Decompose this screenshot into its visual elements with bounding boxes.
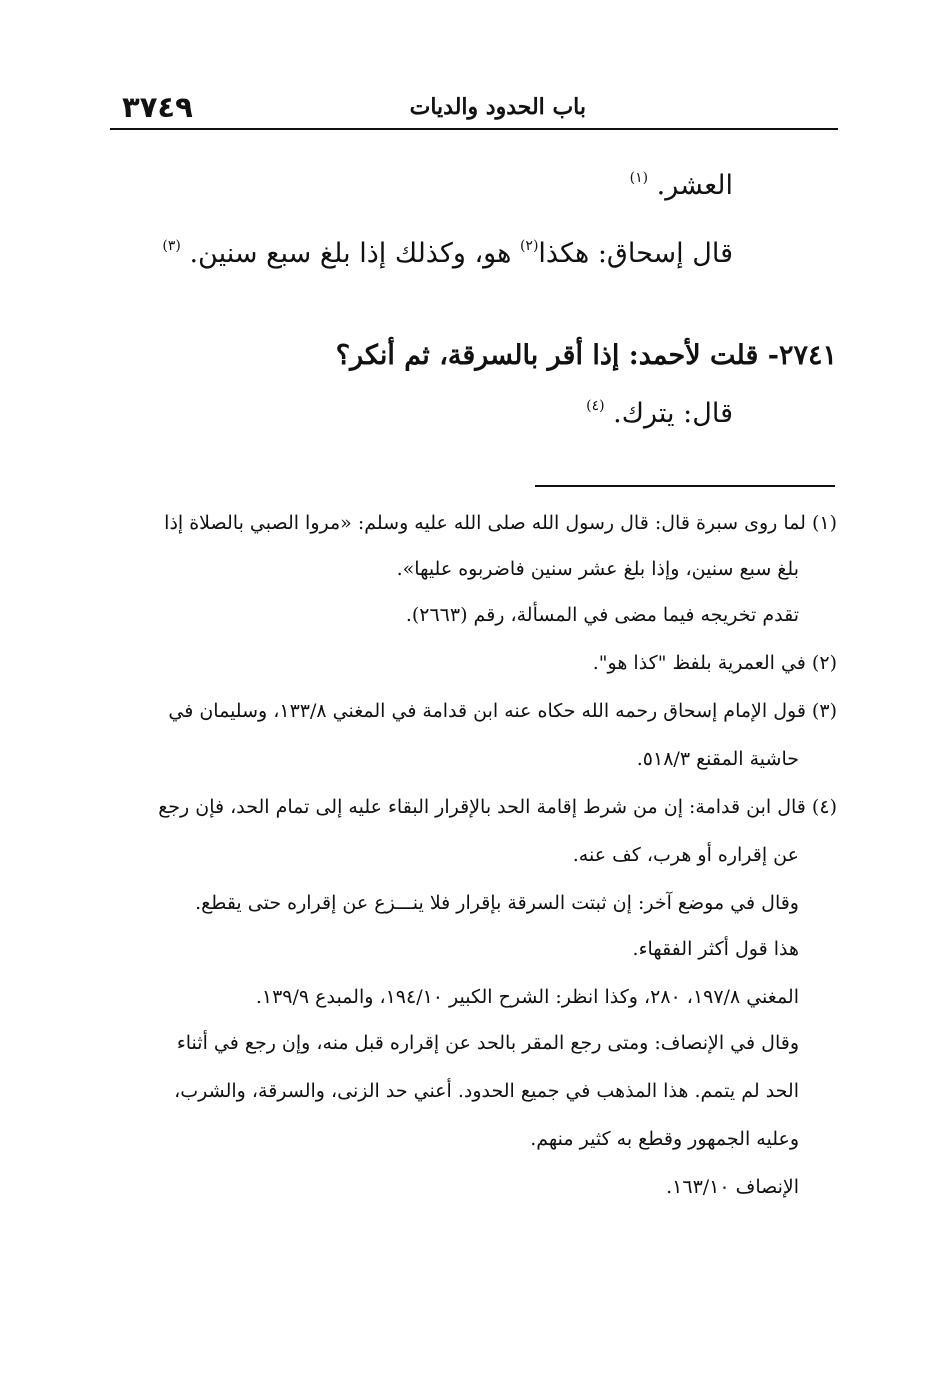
footnote-line: (٤) قال ابن قدامة: إن من شرط إقامة الحد بالإقرار البقاء عليه إلى تمام الحد، فإن رجع bbox=[158, 796, 837, 818]
main-line-4 bbox=[586, 394, 733, 434]
footnote-line: (١) لما روى سبرة قال: قال رسول الله صلى الله عليه وسلم: «مروا الصبي بالصلاة إذا bbox=[164, 512, 837, 534]
footnote-line: وقال في موضع آخر: إن ثبتت السرقة بإقرار فلا ينـــزع عن إقراره حتى يقطع. bbox=[195, 892, 799, 914]
footnote-line: وقال في الإنصاف: ومتى رجع المقر بالحد عن إقراره قبل منه، وإن رجع في أثناء bbox=[176, 1032, 799, 1054]
footnote-line: تقدم تخريجه فيما مضى في المسألة، رقم (٢٦٦٣). bbox=[405, 604, 799, 626]
main-text: قال إسحاق: هكذا bbox=[538, 238, 733, 269]
footnote-ref[interactable]: (٢) bbox=[519, 238, 539, 254]
main-line-1 bbox=[630, 166, 733, 206]
main-text: قال: يترك. bbox=[613, 398, 733, 429]
page-number: ٣٧٤٩ bbox=[122, 90, 193, 124]
footnote-line: الإنصاف ١٦٣/١٠. bbox=[666, 1176, 799, 1198]
page-header bbox=[110, 86, 838, 130]
footnote-line: حاشية المقنع ٥١٨/٣. bbox=[636, 748, 799, 770]
main-line-2 bbox=[162, 234, 733, 274]
footnote-line: وعليه الجمهور وقطع به كثير منهم. bbox=[530, 1128, 799, 1150]
main-text: ٢٧٤١- قلت لأحمد: إذا أقر بالسرقة، ثم أنكر؟ bbox=[335, 340, 837, 371]
footnote-line: (٢) في العمرية بلفظ "كذا هو". bbox=[592, 652, 837, 674]
main-text: هو، وكذلك إذا بلغ سبع سنين. bbox=[189, 238, 520, 269]
main-text: العشر. bbox=[656, 170, 733, 201]
footnote-line: هذا قول أكثر الفقهاء. bbox=[632, 938, 799, 960]
footnote-ref[interactable]: (٤) bbox=[586, 398, 605, 414]
question-heading bbox=[336, 336, 837, 376]
running-title: باب الحدود والديات bbox=[409, 94, 586, 120]
footnote-line: عن إقراره أو هرب، كف عنه. bbox=[572, 844, 799, 866]
footnote-line: بلغ سبع سنين، وإذا بلغ عشر سنين فاضربوه عليها». bbox=[396, 558, 799, 580]
footnote-ref[interactable]: (٣) bbox=[162, 238, 181, 254]
footnote-separator bbox=[535, 485, 835, 487]
footnote-line: الحد لم يتمم. هذا المذهب في جميع الحدود. أعني حد الزنى، والسرقة، والشرب، bbox=[174, 1080, 799, 1102]
footnote-line: (٣) قول الإمام إسحاق رحمه الله حكاه عنه ابن قدامة في المغني ١٣٣/٨، وسليمان في bbox=[168, 700, 837, 722]
footnote-line: المغني ١٩٧/٨، ٢٨٠، وكذا انظر: الشرح الكبير ١٩٤/١٠، والمبدع ١٣٩/٩. bbox=[255, 986, 799, 1008]
header-rule bbox=[110, 128, 838, 130]
footnote-ref[interactable]: (١) bbox=[629, 170, 649, 186]
